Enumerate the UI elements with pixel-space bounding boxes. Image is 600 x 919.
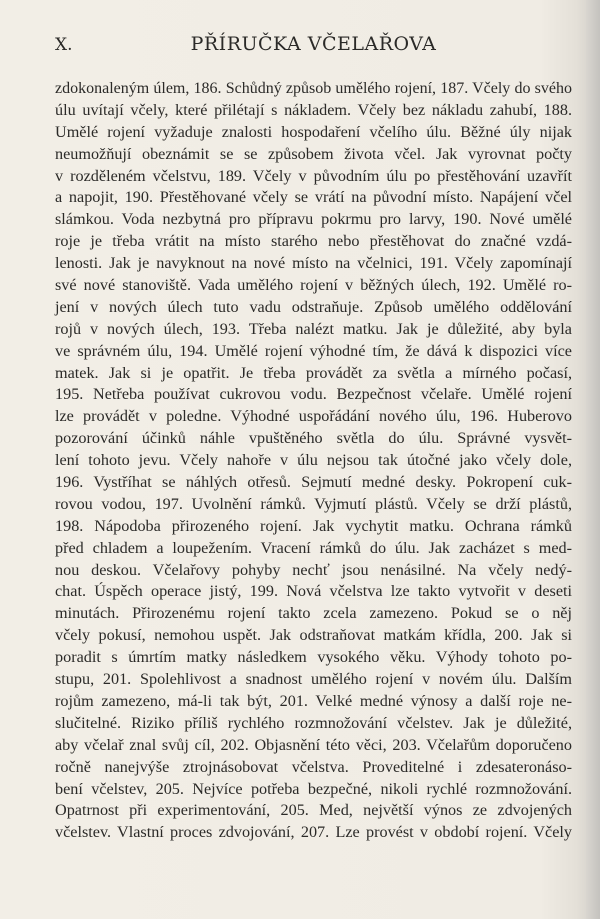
text-line: 195. Netřeba používat cukrovou vodu. Bezpečnost včelaře. Umělé rojení (55, 385, 572, 404)
text-line: včely pokusí, nemohou uspět. Jak odstraňovat matkám křídla, 200. Jak si (55, 626, 572, 645)
text-line: stupu, 201. Spolehlivost a snadnost umělého rojení v novém úlu. Dalším (55, 670, 572, 689)
running-header (55, 33, 572, 59)
text-line: aby včelař znal svůj cíl, 202. Objasnění této věci, 203. Včelařům doporučeno (55, 735, 572, 754)
page-body-text (55, 78, 572, 844)
text-line: nou deskou. Včelařovy pohyby nechť jsou nenásilné. Na včely nedý- (55, 560, 572, 579)
text-line: ve správném úlu, 194. Umělé rojení výhodné tím, že dává k dispozici více (55, 341, 572, 360)
text-line: jení v nových úlech tuto vadu odstraňuje. Způsob umělého oddělování (55, 297, 572, 316)
text-line: rojů v nových úlech, 193. Třeba nalézt matku. Jak je důležité, aby byla (55, 319, 572, 338)
text-line: roje je třeba vrátit na místo starého nebo přestěhovat do značné vzdá- (55, 232, 572, 251)
text-line: minutách. Přirozenému rojení takto zcela zamezeno. Pokud se o něj (55, 604, 572, 623)
text-line: úlu uvítají včely, které přilétají s nákladem. Včely bez nákladu zahubí, 188. (55, 100, 572, 119)
text-line: lze provádět v poledne. Výhodné uspořádání nového úlu, 196. Huberovo (55, 407, 572, 426)
text-line: zdokonaleným úlem, 186. Schůdný způsob umělého rojení, 187. Včely do svého (55, 80, 572, 97)
text-line: matek. Jak si je opatřit. Je třeba provádět za světla a mírného počasí, (55, 363, 572, 382)
text-line: před chladem a loupežením. Vracení rámků do úlu. Jak zacházet s med- (55, 538, 572, 557)
text-line: 198. Nápodoba přirozeného rojení. Jak vychytit matku. Ochrana rámků (55, 516, 572, 535)
text-line: rojům zamezeno, má-li tak být, 201. Velké medné výnosy a další roje ne- (55, 691, 572, 710)
page-title: PŘÍRUČKA VČELAŘOVA (190, 33, 437, 55)
text-line: neumožňují obeznámit se se způsobem života včel. Jak vyrovnat počty (55, 144, 572, 163)
text-line: chat. Úspěch operace jistý, 199. Nová včelstva lze takto vytvořit v deseti (55, 582, 572, 601)
text-line: rovou vodou, 197. Uvolnění rámků. Vyjmutí plástů. Včely se drží plástů, (55, 494, 572, 513)
text-line: pozorování účinků náhle vpuštěného světla do úlu. Správné vysvět- (55, 429, 572, 448)
text-line: slučitelné. Riziko příliš rychlého rozmnožování včelstev. Jak je důležité, (55, 713, 572, 732)
text-line: včelstev. Vlastní proces zdvojování, 207. Lze provést v období rojení. Včely (55, 823, 572, 842)
text-line: Opatrnost při experimentování, 205. Med, největší výnos ze zdvojených (55, 801, 572, 820)
text-line: poradit s úmrtím matky následkem vysokého věku. Výhody tohoto po- (55, 648, 572, 667)
text-line: Umělé rojení vyžaduje znalosti hospodaření včelího úlu. Běžné úly nijak (55, 122, 572, 141)
text-line: ročně nanejvýše ztrojnásobovat včelstva. Proveditelné i zdesateronáso- (55, 757, 572, 776)
text-line: slámkou. Voda nezbytná pro přípravu pokrmu pro larvy, 190. Nové umělé (55, 210, 572, 229)
text-line: a napojit, 190. Přestěhované včely se vrátí na původní místo. Napájení včel (55, 188, 572, 207)
text-line: lenosti. Jak je navyknout na nové místo na včelnici, 191. Včely zapomínají (55, 254, 572, 273)
text-line: v rozděleném včelstvu, 189. Včely v původním úlu po přestěhování uzavřít (55, 166, 572, 185)
text-line: lení tohoto jevu. Včely nahoře v úlu nejsou tak útočné jako včely dole, (55, 451, 572, 470)
text-line: bení včelstev, 205. Nejvíce potřeba bezpečné, nikoli rychlé rozmnožování. (55, 779, 572, 798)
text-line: své nové stanoviště. Vada umělého rojení v běžných úlech, 192. Umělé ro- (55, 276, 572, 295)
text-line: 196. Vystříhat se náhlých otřesů. Sejmutí medné desky. Pokropení cuk- (55, 473, 572, 492)
page-edge (586, 0, 600, 919)
chapter-number: X. (55, 35, 73, 55)
